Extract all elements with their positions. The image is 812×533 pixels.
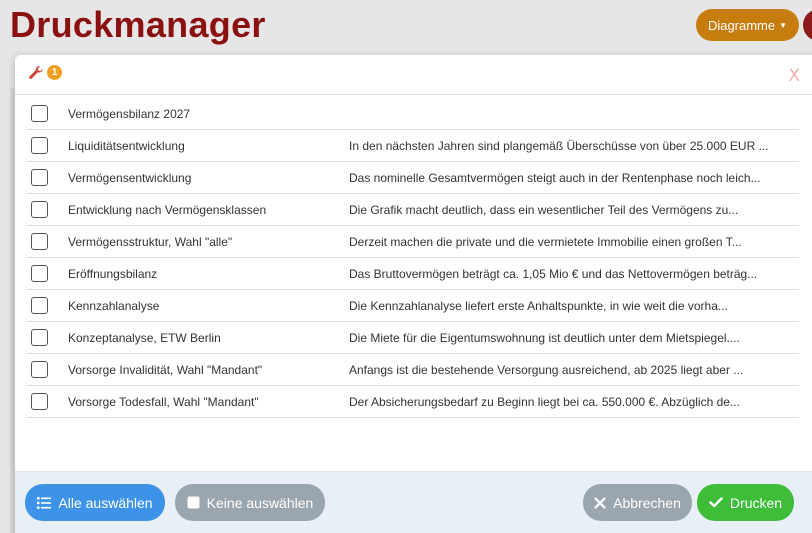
cancel-label: Abbrechen bbox=[613, 494, 681, 511]
diagramme-dropdown-button[interactable] bbox=[696, 9, 799, 41]
caret-down-icon: ▼ bbox=[779, 20, 788, 30]
list-item[interactable] bbox=[27, 226, 799, 258]
item-description: Das nominelle Gesamtvermögen steigt auch in der Rentenphase noch leich... bbox=[349, 171, 761, 185]
cancel-button[interactable] bbox=[583, 484, 692, 521]
list-item[interactable] bbox=[27, 290, 799, 322]
list-icon bbox=[37, 497, 51, 509]
close-icon bbox=[594, 497, 606, 509]
report-list bbox=[27, 98, 799, 418]
list-item[interactable] bbox=[27, 354, 799, 386]
item-title: Vorsorge Invalidität, Wahl "Mandant" bbox=[68, 363, 263, 377]
list-item[interactable] bbox=[27, 322, 799, 354]
item-description: Die Miete für die Eigentumswohnung ist deutlich unter dem Mietspiegel.... bbox=[349, 331, 740, 345]
print-manager-dialog bbox=[15, 55, 812, 533]
print-button[interactable] bbox=[697, 484, 794, 521]
notification-badge: 1 bbox=[47, 65, 62, 80]
item-title: Kennzahlanalyse bbox=[68, 299, 160, 313]
item-title: Vermögensbilanz 2027 bbox=[68, 107, 191, 121]
item-checkbox[interactable] bbox=[31, 169, 48, 186]
select-all-label: Alle auswählen bbox=[58, 494, 153, 511]
list-item[interactable] bbox=[27, 194, 799, 226]
print-label: Drucken bbox=[729, 494, 783, 511]
item-description: Die Grafik macht deutlich, dass ein wesentlicher Teil des Vermögens zu... bbox=[349, 203, 739, 217]
item-description: In den nächsten Jahren sind plangemäß Überschüsse von über 25.000 EUR ... bbox=[349, 139, 769, 153]
item-title: Eröffnungsbilanz bbox=[68, 267, 158, 281]
list-item[interactable] bbox=[27, 98, 799, 130]
wrench-icon bbox=[27, 64, 45, 82]
item-checkbox[interactable] bbox=[31, 361, 48, 378]
item-title: Vermögensstruktur, Wahl "alle" bbox=[68, 235, 233, 249]
square-icon bbox=[187, 496, 200, 509]
item-description: Derzeit machen die private und die vermietete Immobilie einen großen T... bbox=[349, 235, 742, 249]
item-description: Der Absicherungsbedarf zu Beginn liegt bei ca. 550.000 €. Abzüglich de... bbox=[349, 395, 740, 409]
check-icon bbox=[709, 497, 723, 508]
list-item[interactable] bbox=[27, 258, 799, 290]
item-checkbox[interactable] bbox=[31, 329, 48, 346]
item-checkbox[interactable] bbox=[31, 137, 48, 154]
item-checkbox[interactable] bbox=[31, 265, 48, 282]
item-description: Das Bruttovermögen beträgt ca. 1,05 Mio € und das Nettovermögen beträg... bbox=[349, 267, 758, 281]
item-checkbox[interactable] bbox=[31, 233, 48, 250]
item-title: Vermögensentwicklung bbox=[68, 171, 192, 185]
dialog-header bbox=[15, 55, 812, 95]
select-none-label: Keine auswählen bbox=[206, 494, 314, 511]
item-title: Konzeptanalyse, ETW Berlin bbox=[68, 331, 221, 345]
item-checkbox[interactable] bbox=[31, 297, 48, 314]
item-title: Vorsorge Todesfall, Wahl "Mandant" bbox=[68, 395, 259, 409]
diagramme-label: Diagramme bbox=[707, 17, 776, 33]
close-icon[interactable]: X bbox=[788, 66, 800, 86]
list-item[interactable] bbox=[27, 386, 799, 418]
item-description: Die Kennzahlanalyse liefert erste Anhaltspunkte, in wie weit die vorha... bbox=[349, 299, 728, 313]
user-avatar[interactable] bbox=[803, 9, 812, 41]
select-none-button[interactable] bbox=[175, 484, 325, 521]
item-description: Anfangs ist die bestehende Versorgung ausreichend, ab 2025 liegt aber ... bbox=[349, 363, 744, 377]
item-checkbox[interactable] bbox=[31, 393, 48, 410]
item-checkbox[interactable] bbox=[31, 105, 48, 122]
item-title: Liquiditätsentwicklung bbox=[68, 139, 185, 153]
page-title: Druckmanager bbox=[10, 4, 266, 45]
item-title: Entwicklung nach Vermögensklassen bbox=[68, 203, 267, 217]
item-checkbox[interactable] bbox=[31, 201, 48, 218]
list-item[interactable] bbox=[27, 130, 799, 162]
select-all-button[interactable] bbox=[25, 484, 165, 521]
list-item[interactable] bbox=[27, 162, 799, 194]
dialog-footer bbox=[15, 471, 812, 533]
